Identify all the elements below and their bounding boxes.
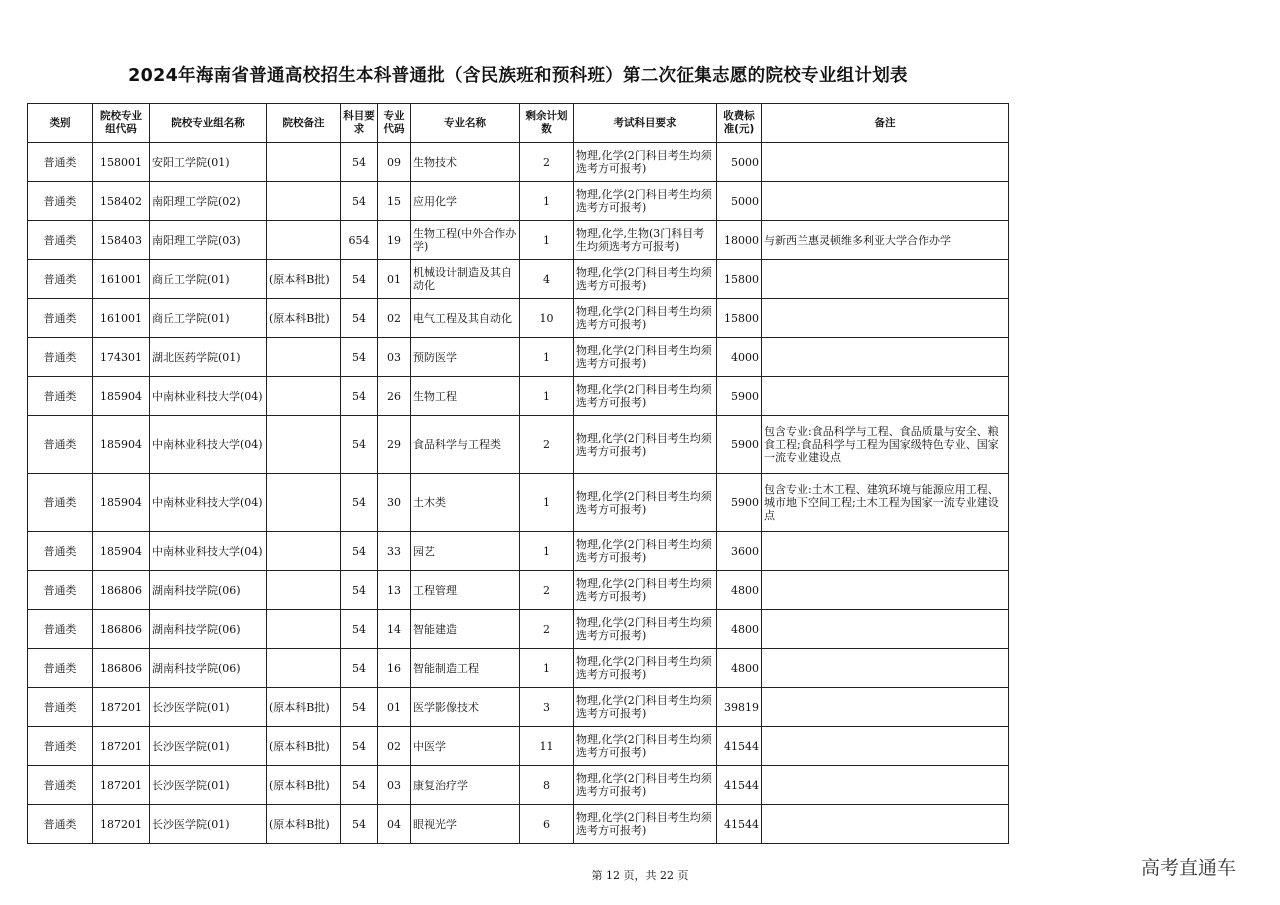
cell-exam-req: 物理,化学(2门科目考生均须选考方可报考) xyxy=(574,260,717,299)
cell-exam-req: 物理,化学(2门科目考生均须选考方可报考) xyxy=(574,143,717,182)
table-row xyxy=(28,727,1009,766)
cell-group-code: 187201 xyxy=(93,766,150,805)
cell-school-note xyxy=(267,610,341,649)
header-category: 类别 xyxy=(28,104,93,143)
table-row xyxy=(28,805,1009,844)
cell-remaining: 1 xyxy=(520,221,574,260)
cell-subject-req: 54 xyxy=(341,727,378,766)
cell-school-note xyxy=(267,377,341,416)
cell-group-code: 187201 xyxy=(93,805,150,844)
cell-major-name: 眼视光学 xyxy=(411,805,520,844)
cell-remarks: 包含专业:食品科学与工程、食品质量与安全、粮食工程;食品科学与工程为国家级特色专业、国家一流专业建设点 xyxy=(762,416,1009,474)
cell-fee: 4800 xyxy=(717,571,762,610)
page-number: 第 12 页，共 22 页 xyxy=(591,869,689,882)
cell-remaining: 3 xyxy=(520,688,574,727)
cell-subject-req: 54 xyxy=(341,260,378,299)
cell-category: 普通类 xyxy=(28,571,93,610)
cell-category: 普通类 xyxy=(28,182,93,221)
table-row xyxy=(28,766,1009,805)
table-row xyxy=(28,143,1009,182)
cell-major-code: 15 xyxy=(378,182,411,221)
cell-remaining: 1 xyxy=(520,474,574,532)
cell-group-name: 中南林业科技大学(04) xyxy=(150,377,267,416)
cell-school-note xyxy=(267,338,341,377)
cell-remaining: 1 xyxy=(520,377,574,416)
cell-remarks xyxy=(762,377,1009,416)
cell-subject-req: 54 xyxy=(341,571,378,610)
cell-major-code: 19 xyxy=(378,221,411,260)
cell-major-code: 26 xyxy=(378,377,411,416)
cell-exam-req: 物理,化学(2门科目考生均须选考方可报考) xyxy=(574,474,717,532)
cell-remarks xyxy=(762,727,1009,766)
cell-fee: 5000 xyxy=(717,143,762,182)
cell-category: 普通类 xyxy=(28,688,93,727)
cell-major-name: 中医学 xyxy=(411,727,520,766)
cell-group-code: 161001 xyxy=(93,299,150,338)
table-row xyxy=(28,532,1009,571)
header-fee: 收费标准(元) xyxy=(717,104,762,143)
cell-fee: 4800 xyxy=(717,649,762,688)
cell-category: 普通类 xyxy=(28,610,93,649)
cell-major-name: 智能制造工程 xyxy=(411,649,520,688)
cell-major-name: 生物工程(中外合作办学) xyxy=(411,221,520,260)
cell-exam-req: 物理,化学(2门科目考生均须选考方可报考) xyxy=(574,649,717,688)
table-row xyxy=(28,377,1009,416)
cell-major-name: 生物技术 xyxy=(411,143,520,182)
cell-remaining: 2 xyxy=(520,416,574,474)
cell-category: 普通类 xyxy=(28,766,93,805)
cell-fee: 15800 xyxy=(717,260,762,299)
cell-group-code: 185904 xyxy=(93,377,150,416)
cell-remaining: 2 xyxy=(520,143,574,182)
cell-remarks xyxy=(762,143,1009,182)
table-row xyxy=(28,221,1009,260)
cell-remaining: 8 xyxy=(520,766,574,805)
cell-group-code: 186806 xyxy=(93,649,150,688)
cell-group-name: 长沙医学院(01) xyxy=(150,766,267,805)
cell-subject-req: 54 xyxy=(341,299,378,338)
cell-fee: 4000 xyxy=(717,338,762,377)
table-row xyxy=(28,299,1009,338)
cell-remaining: 2 xyxy=(520,571,574,610)
cell-subject-req: 654 xyxy=(341,221,378,260)
cell-fee: 41544 xyxy=(717,766,762,805)
cell-subject-req: 54 xyxy=(341,805,378,844)
header-major-name: 专业名称 xyxy=(411,104,520,143)
cell-exam-req: 物理,化学(2门科目考生均须选考方可报考) xyxy=(574,688,717,727)
cell-major-code: 03 xyxy=(378,766,411,805)
cell-major-name: 土木类 xyxy=(411,474,520,532)
cell-category: 普通类 xyxy=(28,299,93,338)
cell-fee: 5900 xyxy=(717,474,762,532)
cell-major-code: 04 xyxy=(378,805,411,844)
cell-fee: 5000 xyxy=(717,182,762,221)
cell-group-code: 187201 xyxy=(93,688,150,727)
plan-table xyxy=(27,103,1009,844)
cell-subject-req: 54 xyxy=(341,338,378,377)
cell-major-code: 13 xyxy=(378,571,411,610)
cell-subject-req: 54 xyxy=(341,474,378,532)
cell-category: 普通类 xyxy=(28,805,93,844)
cell-remarks xyxy=(762,182,1009,221)
cell-group-name: 长沙医学院(01) xyxy=(150,688,267,727)
cell-school-note xyxy=(267,416,341,474)
cell-exam-req: 物理,化学(2门科目考生均须选考方可报考) xyxy=(574,416,717,474)
cell-major-name: 应用化学 xyxy=(411,182,520,221)
table-row xyxy=(28,571,1009,610)
cell-fee: 41544 xyxy=(717,805,762,844)
cell-remarks xyxy=(762,571,1009,610)
cell-remarks xyxy=(762,805,1009,844)
cell-subject-req: 54 xyxy=(341,416,378,474)
cell-subject-req: 54 xyxy=(341,688,378,727)
cell-school-note: (原本科B批) xyxy=(267,727,341,766)
cell-group-name: 南阳理工学院(02) xyxy=(150,182,267,221)
cell-school-note xyxy=(267,571,341,610)
cell-subject-req: 54 xyxy=(341,143,378,182)
page-title: 2024年海南省普通高校招生本科普通批（含民族班和预科班）第二次征集志愿的院校专业组计划表 xyxy=(128,66,908,86)
cell-major-name: 医学影像技术 xyxy=(411,688,520,727)
cell-major-name: 生物工程 xyxy=(411,377,520,416)
table-row xyxy=(28,474,1009,532)
cell-remaining: 4 xyxy=(520,260,574,299)
cell-major-code: 02 xyxy=(378,727,411,766)
cell-remaining: 1 xyxy=(520,338,574,377)
cell-exam-req: 物理,化学(2门科目考生均须选考方可报考) xyxy=(574,727,717,766)
table-row xyxy=(28,260,1009,299)
cell-group-code: 187201 xyxy=(93,727,150,766)
cell-school-note xyxy=(267,182,341,221)
cell-major-code: 03 xyxy=(378,338,411,377)
cell-exam-req: 物理,化学(2门科目考生均须选考方可报考) xyxy=(574,805,717,844)
table-row xyxy=(28,338,1009,377)
cell-major-code: 01 xyxy=(378,688,411,727)
cell-fee: 41544 xyxy=(717,727,762,766)
cell-group-name: 湖南科技学院(06) xyxy=(150,610,267,649)
cell-remaining: 6 xyxy=(520,805,574,844)
cell-major-name: 食品科学与工程类 xyxy=(411,416,520,474)
cell-group-name: 商丘工学院(01) xyxy=(150,299,267,338)
cell-remaining: 10 xyxy=(520,299,574,338)
cell-category: 普通类 xyxy=(28,377,93,416)
cell-remaining: 1 xyxy=(520,649,574,688)
cell-group-name: 中南林业科技大学(04) xyxy=(150,532,267,571)
cell-major-code: 29 xyxy=(378,416,411,474)
cell-group-name: 中南林业科技大学(04) xyxy=(150,474,267,532)
cell-fee: 5900 xyxy=(717,416,762,474)
cell-subject-req: 54 xyxy=(341,532,378,571)
cell-group-code: 186806 xyxy=(93,571,150,610)
table-header-row xyxy=(28,104,1009,143)
table-row xyxy=(28,649,1009,688)
cell-subject-req: 54 xyxy=(341,182,378,221)
cell-school-note xyxy=(267,143,341,182)
cell-major-name: 工程管理 xyxy=(411,571,520,610)
cell-category: 普通类 xyxy=(28,338,93,377)
cell-group-name: 湖南科技学院(06) xyxy=(150,571,267,610)
cell-group-name: 湖南科技学院(06) xyxy=(150,649,267,688)
cell-school-note: (原本科B批) xyxy=(267,688,341,727)
cell-school-note xyxy=(267,532,341,571)
cell-major-name: 预防医学 xyxy=(411,338,520,377)
cell-group-code: 158403 xyxy=(93,221,150,260)
cell-school-note xyxy=(267,649,341,688)
cell-group-name: 长沙医学院(01) xyxy=(150,805,267,844)
header-exam-req: 考试科目要求 xyxy=(574,104,717,143)
header-remaining: 剩余计划数 xyxy=(520,104,574,143)
cell-group-code: 158402 xyxy=(93,182,150,221)
cell-group-name: 安阳工学院(01) xyxy=(150,143,267,182)
cell-major-code: 09 xyxy=(378,143,411,182)
cell-major-name: 电气工程及其自动化 xyxy=(411,299,520,338)
cell-remaining: 1 xyxy=(520,532,574,571)
cell-category: 普通类 xyxy=(28,727,93,766)
cell-school-note: (原本科B批) xyxy=(267,260,341,299)
cell-major-code: 14 xyxy=(378,610,411,649)
cell-subject-req: 54 xyxy=(341,377,378,416)
cell-category: 普通类 xyxy=(28,416,93,474)
cell-category: 普通类 xyxy=(28,221,93,260)
header-remarks: 备注 xyxy=(762,104,1009,143)
cell-subject-req: 54 xyxy=(341,766,378,805)
cell-group-name: 长沙医学院(01) xyxy=(150,727,267,766)
cell-exam-req: 物理,化学,生物(3门科目考生均须选考方可报考) xyxy=(574,221,717,260)
cell-group-code: 186806 xyxy=(93,610,150,649)
cell-remarks xyxy=(762,688,1009,727)
cell-fee: 15800 xyxy=(717,299,762,338)
cell-category: 普通类 xyxy=(28,532,93,571)
cell-remaining: 11 xyxy=(520,727,574,766)
cell-exam-req: 物理,化学(2门科目考生均须选考方可报考) xyxy=(574,377,717,416)
cell-major-name: 康复治疗学 xyxy=(411,766,520,805)
cell-school-note xyxy=(267,474,341,532)
cell-group-code: 161001 xyxy=(93,260,150,299)
cell-group-name: 中南林业科技大学(04) xyxy=(150,416,267,474)
cell-major-name: 智能建造 xyxy=(411,610,520,649)
cell-fee: 18000 xyxy=(717,221,762,260)
cell-fee: 4800 xyxy=(717,610,762,649)
cell-fee: 3600 xyxy=(717,532,762,571)
cell-exam-req: 物理,化学(2门科目考生均须选考方可报考) xyxy=(574,532,717,571)
cell-group-code: 174301 xyxy=(93,338,150,377)
cell-remarks: 包含专业:土木工程、建筑环境与能源应用工程、城市地下空间工程;土木工程为国家一流专业建设点 xyxy=(762,474,1009,532)
header-group-code: 院校专业组代码 xyxy=(93,104,150,143)
cell-exam-req: 物理,化学(2门科目考生均须选考方可报考) xyxy=(574,571,717,610)
cell-major-code: 30 xyxy=(378,474,411,532)
cell-category: 普通类 xyxy=(28,474,93,532)
cell-school-note: (原本科B批) xyxy=(267,805,341,844)
cell-major-name: 园艺 xyxy=(411,532,520,571)
cell-school-note: (原本科B批) xyxy=(267,766,341,805)
cell-category: 普通类 xyxy=(28,649,93,688)
cell-group-code: 158001 xyxy=(93,143,150,182)
cell-major-code: 16 xyxy=(378,649,411,688)
cell-remarks xyxy=(762,649,1009,688)
table-row xyxy=(28,416,1009,474)
table-row xyxy=(28,610,1009,649)
cell-remaining: 1 xyxy=(520,182,574,221)
header-major-code: 专业代码 xyxy=(378,104,411,143)
cell-school-note: (原本科B批) xyxy=(267,299,341,338)
cell-group-name: 南阳理工学院(03) xyxy=(150,221,267,260)
cell-exam-req: 物理,化学(2门科目考生均须选考方可报考) xyxy=(574,338,717,377)
cell-school-note xyxy=(267,221,341,260)
cell-group-code: 185904 xyxy=(93,474,150,532)
cell-fee: 39819 xyxy=(717,688,762,727)
cell-category: 普通类 xyxy=(28,143,93,182)
cell-group-name: 湖北医药学院(01) xyxy=(150,338,267,377)
cell-fee: 5900 xyxy=(717,377,762,416)
cell-major-name: 机械设计制造及其自动化 xyxy=(411,260,520,299)
cell-subject-req: 54 xyxy=(341,649,378,688)
cell-remarks xyxy=(762,766,1009,805)
table-row xyxy=(28,688,1009,727)
watermark: 高考直通车 xyxy=(1141,857,1237,879)
table-row xyxy=(28,182,1009,221)
cell-remarks xyxy=(762,299,1009,338)
cell-remarks xyxy=(762,260,1009,299)
cell-major-code: 33 xyxy=(378,532,411,571)
cell-group-code: 185904 xyxy=(93,416,150,474)
cell-group-code: 185904 xyxy=(93,532,150,571)
cell-major-code: 02 xyxy=(378,299,411,338)
cell-exam-req: 物理,化学(2门科目考生均须选考方可报考) xyxy=(574,182,717,221)
cell-exam-req: 物理,化学(2门科目考生均须选考方可报考) xyxy=(574,299,717,338)
header-group-name: 院校专业组名称 xyxy=(150,104,267,143)
cell-remarks: 与新西兰惠灵顿维多利亚大学合作办学 xyxy=(762,221,1009,260)
cell-remarks xyxy=(762,610,1009,649)
cell-exam-req: 物理,化学(2门科目考生均须选考方可报考) xyxy=(574,766,717,805)
cell-group-name: 商丘工学院(01) xyxy=(150,260,267,299)
cell-subject-req: 54 xyxy=(341,610,378,649)
header-school-note: 院校备注 xyxy=(267,104,341,143)
cell-remaining: 2 xyxy=(520,610,574,649)
cell-remarks xyxy=(762,338,1009,377)
header-subject-req: 科目要求 xyxy=(341,104,378,143)
cell-remarks xyxy=(762,532,1009,571)
cell-category: 普通类 xyxy=(28,260,93,299)
cell-major-code: 01 xyxy=(378,260,411,299)
cell-exam-req: 物理,化学(2门科目考生均须选考方可报考) xyxy=(574,610,717,649)
